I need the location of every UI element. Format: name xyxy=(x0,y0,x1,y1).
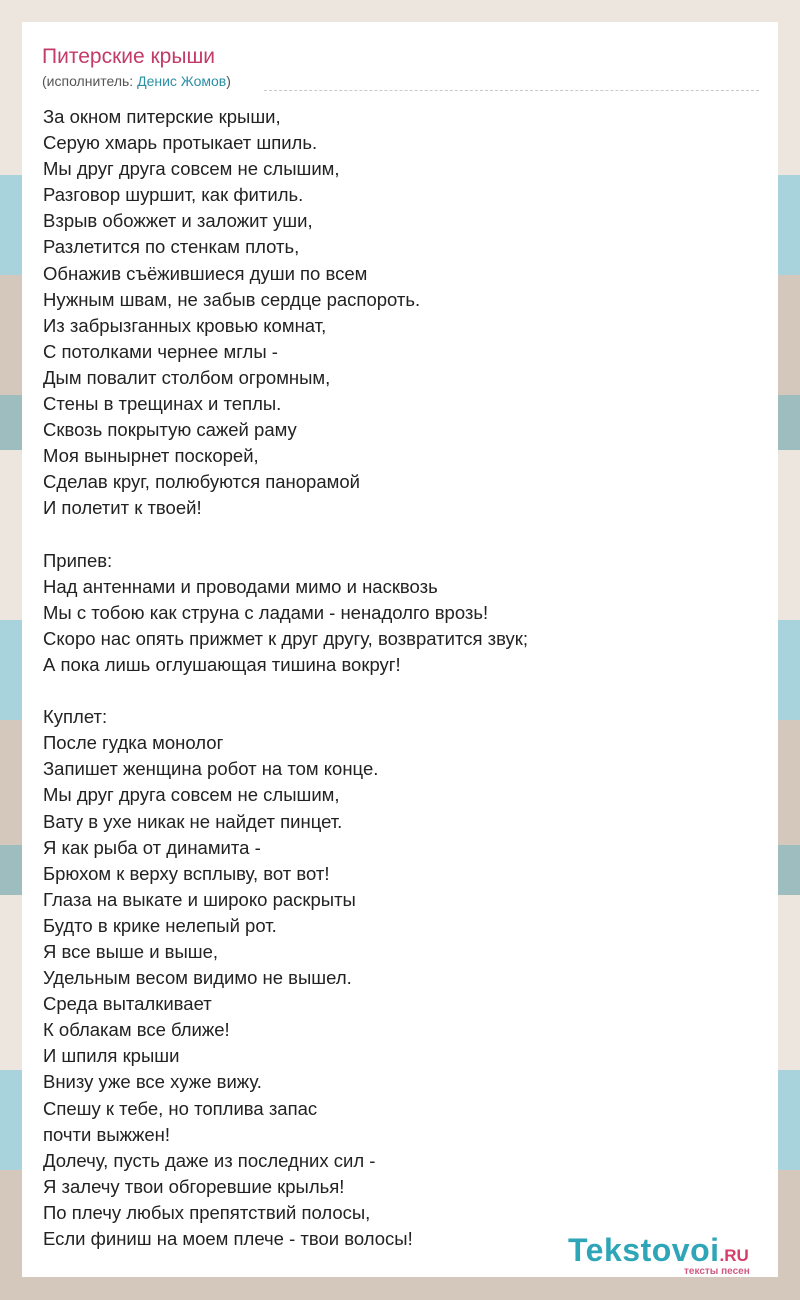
lyric-line: Среда выталкивает xyxy=(43,993,212,1015)
lyric-line: Мы с тобою как струна с ладами - ненадолго врозь! xyxy=(43,601,489,623)
lyric-line: За окном питерские крыши, xyxy=(43,106,281,127)
page-title: Питерские крыши xyxy=(42,45,216,68)
lyric-line: Вату в ухе никак не найдет пинцет. xyxy=(43,810,343,832)
lyric-line: Нужным швам, не забыв сердце распороть. xyxy=(43,288,421,310)
lyric-line: Стены в трещинах и теплы. xyxy=(43,393,282,415)
lyric-line: Моя вынырнет поскорей, xyxy=(43,445,259,467)
lyric-line: Разговор шуршит, как фитиль. xyxy=(43,184,304,206)
lyric-line: Глаза на выкате и широко раскрыты xyxy=(43,888,356,910)
artist-link[interactable]: Денис Жомов xyxy=(137,73,227,89)
lyric-line: Сквозь покрытую сажей раму xyxy=(43,419,297,441)
title-divider xyxy=(264,90,759,91)
lyric-line: С потолками чернее мглы - xyxy=(43,340,278,362)
lyric-line: Обнажив съёжившиеся души по всем xyxy=(43,262,368,284)
lyric-line: Сделав круг, полюбуются панорамой xyxy=(43,471,360,493)
lyric-line: После гудка монолог xyxy=(43,732,224,754)
lyric-line: Внизу уже все хуже вижу. xyxy=(43,1071,262,1093)
lyric-line: Из забрызганных кровью комнат, xyxy=(43,314,327,336)
lyric-line: Я все выше и выше, xyxy=(43,941,219,962)
lyric-line: Брюхом к верху всплыву, вот вот! xyxy=(43,862,330,884)
logo-name: Tekstovoi xyxy=(568,1232,720,1268)
lyrics-text xyxy=(43,104,743,1252)
lyric-line: Припев: xyxy=(43,549,113,571)
lyric-line: Мы друг друга совсем не слышим, xyxy=(43,784,340,806)
lyric-line: Будто в крике нелепый рот. xyxy=(43,914,277,936)
lyric-line: А пока лишь оглушающая тишина вокруг! xyxy=(43,653,401,675)
lyric-line: К облакам все ближе! xyxy=(43,1019,230,1041)
lyric-line: И шпиля крыши xyxy=(43,1045,180,1067)
artist-prefix: (исполнитель: xyxy=(42,73,138,89)
lyric-line: По плечу любых препятствий полосы, xyxy=(43,1201,371,1223)
artist-line xyxy=(42,72,231,90)
lyric-line: Если финиш на моем плече - твои волосы! xyxy=(43,1228,413,1250)
lyric-line: Дым повалит столбом огромным, xyxy=(43,366,331,388)
lyric-line: Долечу, пусть даже из последних сил - xyxy=(43,1149,376,1171)
lyric-line: Мы друг друга совсем не слышим, xyxy=(43,158,340,180)
lyric-line: Взрыв обожжет и заложит уши, xyxy=(43,210,313,232)
site-logo[interactable] xyxy=(568,1232,778,1278)
lyric-line: Скоро нас опять прижмет к друг другу, возвратится звук; xyxy=(43,627,529,649)
lyric-line: Серую хмарь протыкает шпиль. xyxy=(43,132,318,154)
lyric-line: Куплет: xyxy=(43,706,108,728)
lyric-line: почти выжжен! xyxy=(43,1123,171,1145)
lyric-line: Удельным весом видимо не вышел. xyxy=(43,967,352,989)
logo-tagline: тексты песен xyxy=(684,1266,750,1277)
stanza-gap xyxy=(43,678,743,704)
stanza-gap xyxy=(43,522,743,548)
lyric-line: Я залечу твои обгоревшие крылья! xyxy=(43,1175,345,1197)
lyric-line: Спешу к тебе, но топлива запас xyxy=(43,1097,318,1119)
lyric-line: Я как рыба от динамита - xyxy=(43,836,261,858)
lyric-line: И полетит к твоей! xyxy=(43,497,202,519)
lyric-line: Над антеннами и проводами мимо и насквозь xyxy=(43,575,438,597)
lyric-line: Разлетится по стенкам плоть, xyxy=(43,236,300,258)
lyric-line: Запишет женщина робот на том конце. xyxy=(43,758,379,780)
logo-tld: .RU xyxy=(719,1246,749,1265)
artist-suffix: ) xyxy=(226,73,231,89)
lyrics-card xyxy=(22,22,778,1277)
